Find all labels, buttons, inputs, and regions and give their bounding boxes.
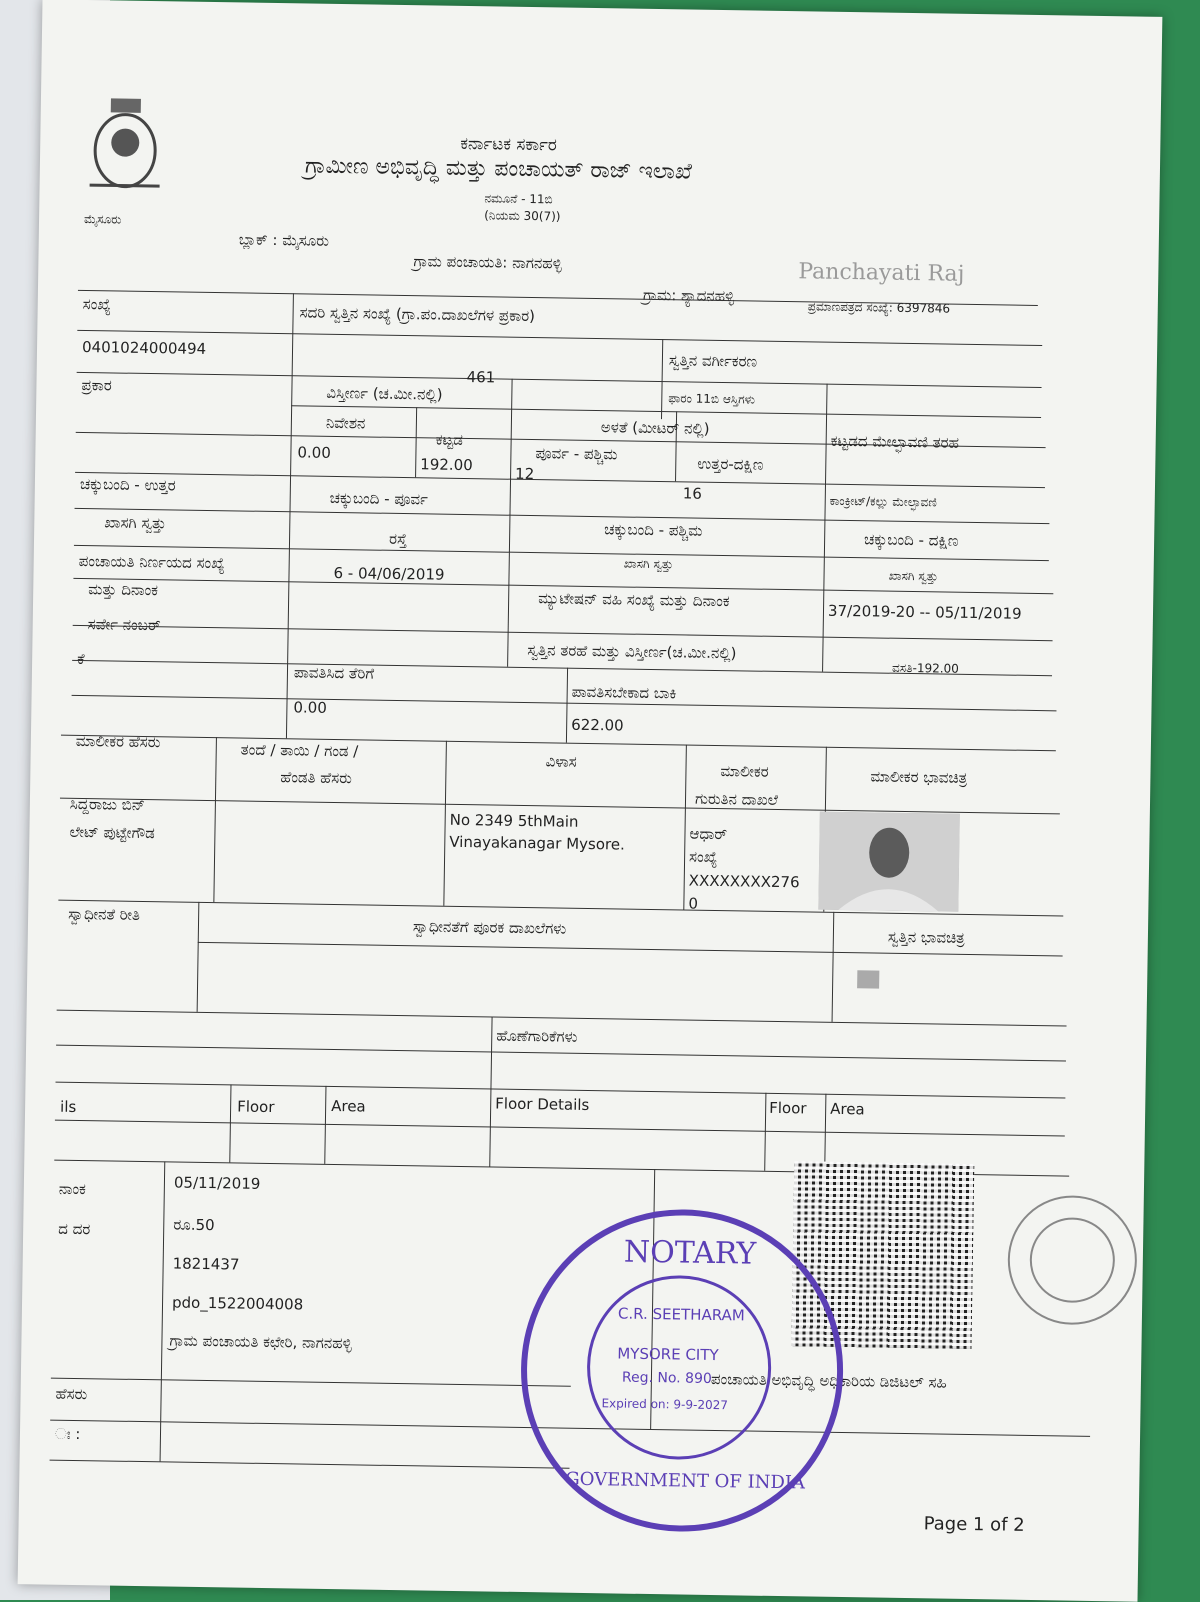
north-south-label: ಉತ್ತರ-ದಕ್ಷಿಣ bbox=[697, 454, 764, 474]
panchayati-raj-logo: Panchayati Raj bbox=[798, 259, 965, 287]
block-label: ಬ್ಲಾಕ್ : ಮೈಸೂರು bbox=[238, 230, 330, 250]
name-label: ಹೆಸರು bbox=[55, 1384, 88, 1404]
notary-stamp-bottom: GOVERNMENT OF INDIA bbox=[565, 1468, 806, 1494]
notary-stamp-name: C.R. SEETHARAM bbox=[617, 1304, 745, 1325]
certificate-number: ಪ್ರಮಾಣಪತ್ರದ ಸಂಖ್ಯೆ: 6397846 bbox=[807, 299, 951, 316]
address-header: ವಿಳಾಸ bbox=[545, 752, 577, 771]
mutation-label: ಮ್ಯುಟೇಷನ್ ವಹಿ ಸಂಖ್ಯೆ ಮತ್ತು ದಿನಾಂಕ bbox=[538, 589, 730, 611]
owner-id-2: ಸಂಖ್ಯೆ bbox=[688, 847, 718, 867]
relative-header-2: ಹೆಂಡತಿ ಹೆಸರು bbox=[280, 768, 353, 788]
floor-label-left: Floor bbox=[237, 1097, 275, 1117]
south-boundary-value: ಖಾಸಗಿ ಸ್ವತ್ತು bbox=[888, 568, 939, 584]
rule-number: (ನಿಯಮ 30(7)) bbox=[484, 208, 561, 224]
notary-stamp-city: MYSORE CITY bbox=[617, 1344, 719, 1365]
digital-signature-label: ಪಂಚಾಯತಿ ಅಭಿವೃದ್ಧಿ ಅಧಿಕಾರಿಯ ಡಿಜಿಟಲ್ ಸಹಿ bbox=[710, 1369, 947, 1392]
property-id-label: ಸಂಖ್ಯೆ bbox=[82, 294, 112, 314]
roof-label: ಕಟ್ಟಡದ ಮೇಲ್ಛಾವಣಿ ತರಹ bbox=[830, 431, 960, 452]
roof-value: ಕಾಂಕ್ರೀಟ್/ಕಲ್ಲು ಮೇಲ್ಛಾವಣಿ bbox=[829, 493, 937, 510]
owner-name-header: ಮಾಲೀಕರ ಹೆಸರು bbox=[75, 731, 161, 752]
pdo-value: pdo_1522004008 bbox=[171, 1293, 304, 1314]
east-boundary-value: ರಸ್ತೆ bbox=[388, 529, 408, 549]
site-label: ನಿವೇಶನ bbox=[325, 413, 366, 433]
site-value: 0.00 bbox=[297, 443, 331, 462]
notary-stamp-expiry: Expired on: 9-9-2027 bbox=[601, 1396, 729, 1413]
colon-label: ಃ : bbox=[54, 1424, 81, 1444]
gram-panchayat-label: ಗ್ರಾಮ ಪಂಚಾಯತಿ: ನಾಗನಹಳ್ಳಿ bbox=[413, 252, 562, 273]
north-south-value: 16 bbox=[682, 484, 703, 503]
mutation-value: 37/2019-20 -- 05/11/2019 bbox=[827, 601, 1022, 623]
receipt-value: 1821437 bbox=[172, 1254, 240, 1274]
owner-id-1: ಆಧಾರ್ bbox=[689, 824, 728, 844]
page-number: Page 1 of 2 bbox=[923, 1513, 1025, 1536]
dimension-label: ಅಳತೆ (ಮೀಟರ್ ನಲ್ಲಿ) bbox=[600, 418, 710, 438]
form-sheet bbox=[18, 0, 1163, 1602]
assessment-value: 461 bbox=[466, 368, 496, 387]
building-value: 192.00 bbox=[420, 455, 473, 475]
area-label: ವಿಸ್ತೀರ್ಣ (ಚ.ಮೀ.ನಲ್ಲಿ) bbox=[326, 383, 443, 404]
south-boundary-label: ಚಕ್ಕುಬಂದಿ - ದಕ್ಷಿಣ bbox=[863, 530, 959, 550]
property-type-label: ಸ್ವತ್ತಿನ ತರಹೆ ಮತ್ತು ವಿಸ್ತೀರ್ಣ(ಚ.ಮೀ.ನಲ್ಲಿ) bbox=[527, 640, 737, 663]
tax-due-label: ಪಾವತಿಸಬೇಕಾದ ಬಾಕಿ bbox=[571, 682, 677, 703]
village-label: ಗ್ರಾಮ: ಶ್ಯಾದನಹಳ್ಳಿ bbox=[642, 285, 735, 306]
area-label-left: Area bbox=[331, 1096, 366, 1116]
owner-address-1: No 2349 5thMain bbox=[449, 810, 579, 831]
floor-label-right: Floor bbox=[769, 1098, 807, 1118]
form-number: ನಮೂನೆ - 11ಬಿ bbox=[484, 191, 553, 207]
possession-method-label: ಸ್ವಾಧೀನತೆ ರೀತಿ bbox=[68, 904, 141, 924]
floor-details-label: Floor Details bbox=[495, 1094, 590, 1115]
resolution-label-2: ಮತ್ತು ದಿನಾಂಕ bbox=[88, 580, 159, 600]
fee-label: ದ ದರ bbox=[58, 1219, 91, 1239]
notary-stamp-top: NOTARY bbox=[623, 1234, 757, 1272]
office-value: ಗ್ರಾಮ ಪಂಚಾಯತಿ ಕಛೇರಿ, ನಾಗನಹಳ್ಳಿ bbox=[169, 1331, 352, 1353]
north-boundary-label: ಚಕ್ಕುಬಂದಿ - ಉತ್ತರ bbox=[79, 474, 176, 495]
liabilities-label: ಹೊಣೆಗಾರಿಕೆಗಳು bbox=[496, 1026, 578, 1046]
district-label: ಮೈಸೂರು bbox=[83, 211, 122, 227]
id-header-1: ಮಾಲೀಕರ bbox=[720, 762, 769, 781]
classification-value: ಫಾರಂ 11ಬಿ ಆಸ್ತಿಗಳು bbox=[668, 391, 756, 407]
issue-date-label: ನಾಂಕ bbox=[58, 1179, 87, 1199]
building-label: ಕಟ್ಟಡ bbox=[435, 430, 463, 449]
issue-date-value: 05/11/2019 bbox=[173, 1173, 261, 1193]
north-boundary-value: ಖಾಸಗಿ ಸ್ವತ್ತು bbox=[104, 513, 167, 533]
resolution-value: 6 - 04/06/2019 bbox=[333, 563, 445, 584]
tax-paid-value: 0.00 bbox=[293, 698, 327, 717]
west-boundary-label: ಚಕ್ಕುಬಂದಿ - ಪಶ್ಚಿಮ bbox=[604, 520, 703, 540]
area-label-right: Area bbox=[830, 1099, 865, 1119]
photo-header: ಮಾಲೀಕರ ಭಾವಚಿತ್ರ bbox=[870, 767, 968, 787]
notary-stamp-inner bbox=[586, 1274, 773, 1461]
type-label: ಪ್ರಕಾರ bbox=[81, 375, 112, 395]
owner-id-4: 0 bbox=[688, 894, 699, 913]
fee-value: ರೂ.50 bbox=[173, 1215, 215, 1235]
dept-title: ಗ್ರಾಮೀಣ ಅಭಿವೃದ್ಧಿ ಮತ್ತು ಪಂಚಾಯತ್ ರಾಜ್ ಇಲಾಖೆ bbox=[304, 153, 693, 185]
owner-photo bbox=[818, 812, 960, 912]
notary-stamp-reg: Reg. No. 890 bbox=[621, 1369, 712, 1387]
id-header-2: ಗುರುತಿನ ದಾಖಲೆ bbox=[694, 789, 779, 809]
classification-label: ಸ್ವತ್ತಿನ ವರ್ಗೀಕರಣ bbox=[668, 351, 758, 371]
owner-address-2: Vinayakanagar Mysore. bbox=[449, 832, 625, 854]
tax-paid-label: ಪಾವತಿಸಿದ ತೆರಿಗೆ bbox=[293, 663, 375, 683]
relative-header-1: ತಂದೆ / ತಾಯಿ / ಗಂಡ / bbox=[240, 740, 359, 761]
tax-row-label: ಕೆ bbox=[77, 649, 85, 669]
survey-label: ಸರ್ವೇ ನಂಬರ್ bbox=[87, 615, 161, 635]
tax-due-value: 622.00 bbox=[571, 715, 624, 735]
property-type-value: ವಸತಿ-192.00 bbox=[892, 660, 959, 676]
property-id-value: 0401024000494 bbox=[81, 337, 207, 358]
karnataka-emblem-icon bbox=[79, 90, 171, 201]
owner-name-2: ಲೇಟ್ ಪುಟ್ಟೇಗೌಡ bbox=[69, 822, 155, 843]
gov-title: ಕರ್ನಾಟಕ ಸರ್ಕಾರ bbox=[460, 133, 557, 156]
office-seal bbox=[1007, 1195, 1138, 1326]
east-west-label: ಪೂರ್ವ - ಪಶ್ಚಿಮ bbox=[535, 444, 618, 464]
west-boundary-value: ಖಾಸಗಿ ಸ್ವತ್ತು bbox=[623, 556, 674, 572]
property-photo bbox=[857, 970, 879, 988]
owner-id-3: XXXXXXXX276 bbox=[688, 871, 800, 892]
owner-name-1: ಸಿದ್ದರಾಜು ಬಿನ್ bbox=[69, 794, 146, 815]
resolution-label-1: ಪಂಚಾಯತಿ ನಿರ್ಣಯದ ಸಂಖ್ಯೆ bbox=[78, 551, 225, 573]
possession-docs-label: ಸ್ವಾಧೀನತೆಗೆ ಪೂರಕ ದಾಖಲೆಗಳು bbox=[412, 917, 567, 938]
assessment-label: ಸದರಿ ಸ್ವತ್ತಿನ ಸಂಖ್ಯೆ (ಗ್ರಾ.ಪಂ.ದಾಖಲೆಗಳ ಪ್ರಕಾರ) bbox=[299, 303, 536, 326]
east-west-value: 12 bbox=[514, 464, 535, 484]
east-boundary-label: ಚಕ್ಕುಬಂದಿ - ಪೂರ್ವ bbox=[329, 488, 429, 509]
floor-details-left-label: ils bbox=[59, 1097, 77, 1116]
property-photo-label: ಸ್ವತ್ತಿನ ಭಾವಚಿತ್ರ bbox=[887, 927, 965, 947]
